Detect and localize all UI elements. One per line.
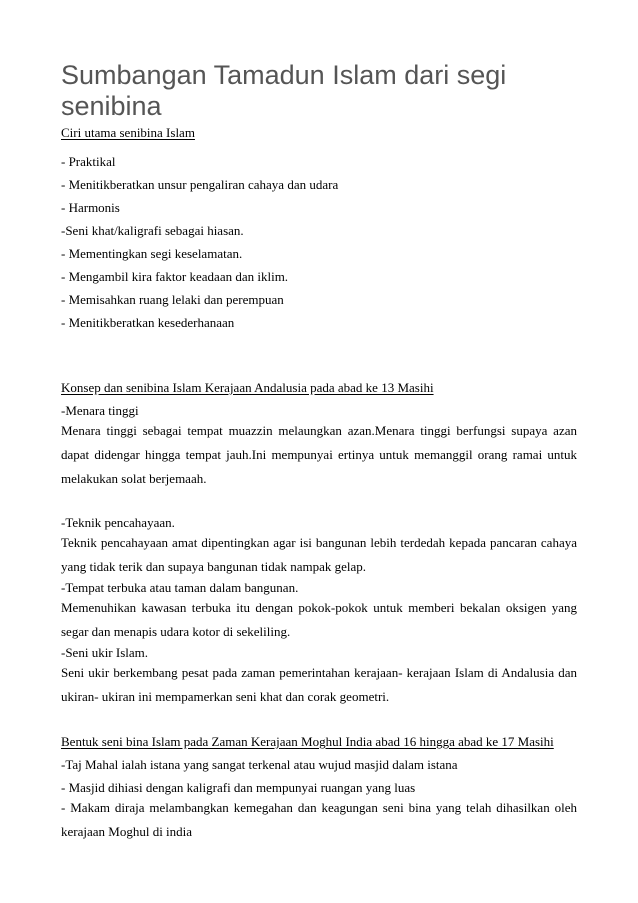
subheading-menara: -Menara tinggi <box>61 403 139 418</box>
list-item: - Masjid dihiasi dengan kaligrafi dan mempunyai ruangan yang luas <box>61 780 416 795</box>
section-heading-moghul: Bentuk seni bina Islam pada Zaman Kerajaan Moghul India abad 16 hingga abad ke 17 Masihi <box>61 734 554 749</box>
list-item: - Mementingkan segi keselamatan. <box>61 246 243 261</box>
paragraph-tempat: Memenuhikan kawasan terbuka itu dengan pokok-pokok untuk memberi bekalan oksigen yang segar dan menapis udara kotor di sekeliling. <box>61 600 577 639</box>
subheading-tempat: -Tempat terbuka atau taman dalam bangunan. <box>61 580 299 595</box>
list-item: - Harmonis <box>61 200 120 215</box>
paragraph-seni: Seni ukir berkembang pesat pada zaman pemerintahan kerajaan- kerajaan Islam di Andalusia dan ukiran- ukiran ini mempamerkan seni khat dan corak geometri. <box>61 665 577 704</box>
list-item: - Praktikal <box>61 154 116 169</box>
paragraph-makam: - Makam diraja melambangkan kemegahan dan keagungan seni bina yang telah dihasilkan oleh kerajaan Moghul di india <box>61 800 577 839</box>
list-item: - Menitikberatkan unsur pengaliran cahaya dan udara <box>61 177 339 192</box>
section-heading-ciri-utama: Ciri utama senibina Islam <box>61 125 195 140</box>
paragraph-teknik: Teknik pencahayaan amat dipentingkan agar isi bangunan lebih terdedah kepada pancaran cahaya yang tidak terik dan supaya bangunan tidak nampak gelap. <box>61 535 577 574</box>
document-title: Sumbangan Tamadun Islam dari segi senibina <box>61 60 507 121</box>
subheading-teknik: -Teknik pencahayaan. <box>61 515 175 530</box>
list-item: -Taj Mahal ialah istana yang sangat terkenal atau wujud masjid dalam istana <box>61 757 458 772</box>
section-heading-andalusia: Konsep dan senibina Islam Kerajaan Andalusia pada abad ke 13 Masihi <box>61 380 434 395</box>
list-item: -Seni khat/kaligrafi sebagai hiasan. <box>61 223 244 238</box>
paragraph-menara: Menara tinggi sebagai tempat muazzin melaungkan azan.Menara tinggi berfungsi supaya azan dapat didengar hingga tempat jauh.Ini mempunyai ertinya untuk memanggil orang ramai untuk melakukan solat berjemaah. <box>61 423 577 486</box>
list-item: - Menitikberatkan kesederhanaan <box>61 315 235 330</box>
list-item: - Mengambil kira faktor keadaan dan iklim. <box>61 269 289 284</box>
subheading-seni: -Seni ukir Islam. <box>61 645 149 660</box>
list-item: - Memisahkan ruang lelaki dan perempuan <box>61 292 284 307</box>
